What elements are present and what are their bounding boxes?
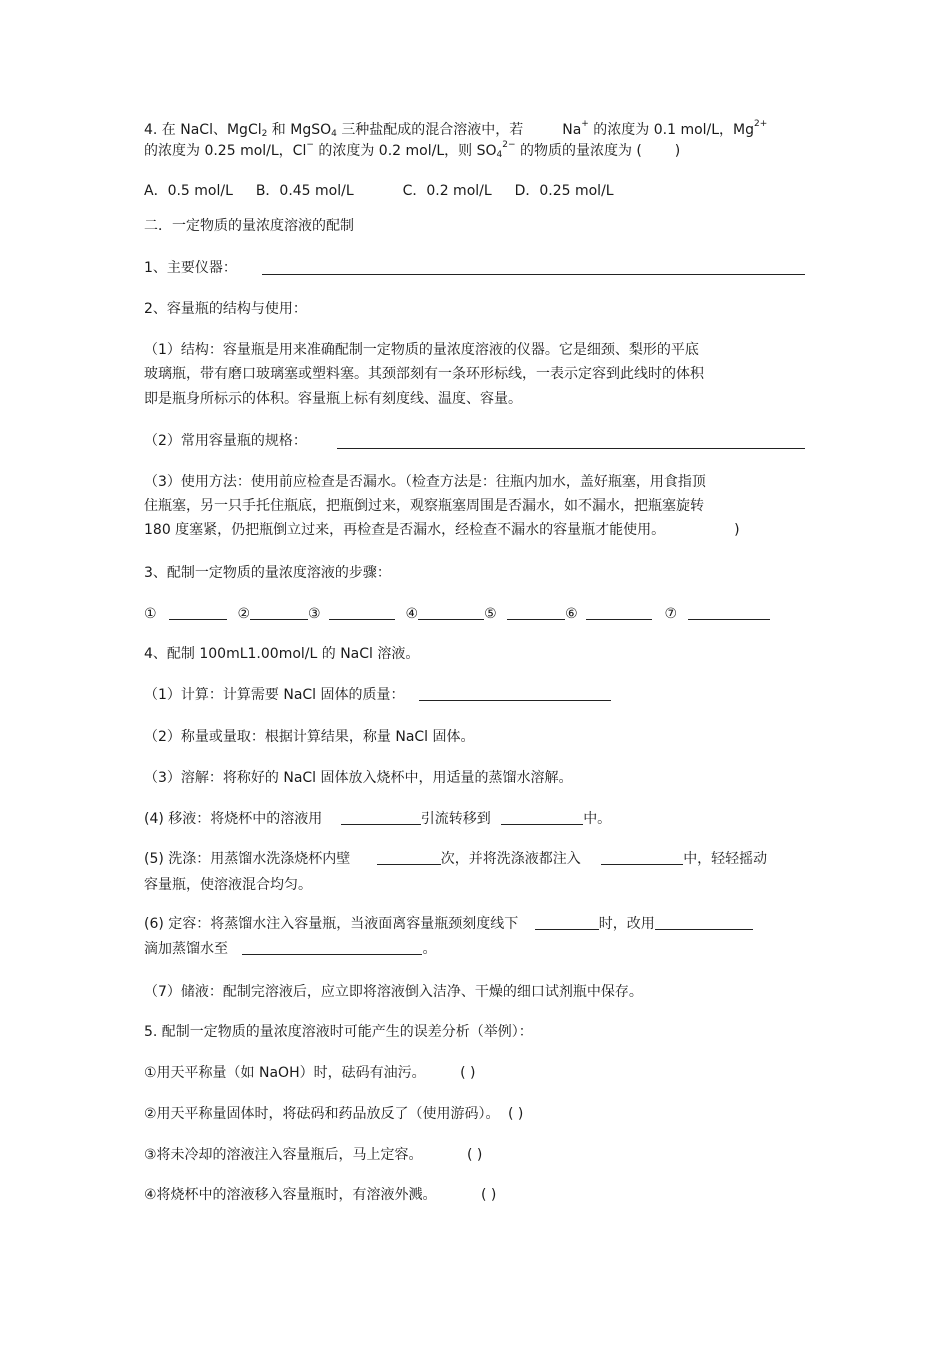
error-2-answer[interactable]: ( ) <box>508 1106 524 1122</box>
step-4-marker: ④ <box>405 606 419 622</box>
q4-line2-c: 的物质的量浓度为 ( <box>519 143 642 159</box>
dissolve-line: （3）溶解：将称好的 NaCl 固体放入烧杯中，用适量的蒸馏水溶解。 <box>144 770 573 786</box>
q4-so4-sub: 4 <box>496 150 503 160</box>
item-2: 2、容量瓶的结构与使用： <box>144 301 307 317</box>
transfer-text-b: 引流转移到 <box>420 811 491 827</box>
q4-na-charge: + <box>581 119 589 129</box>
wash-text-b: 次，并将洗涤液都注入 <box>440 851 581 867</box>
question-4-line2 <box>144 141 680 163</box>
fix-line-2 <box>144 939 436 959</box>
item-4-title: 4、配制 100mL1.00mol/L 的 NaCl 溶液。 <box>144 646 420 662</box>
question-4-options <box>144 181 614 201</box>
item-1-label: 1、主要仪器： <box>144 260 237 276</box>
item-1 <box>144 258 237 278</box>
step-2-marker: ② <box>237 606 251 622</box>
question-4-line1 <box>144 120 767 142</box>
calc-line <box>144 685 611 705</box>
q4-sub-2: 2 <box>261 129 268 139</box>
usage-line-2: 住瓶塞，另一只手托住瓶底，把瓶倒过来，观察瓶塞周围是否漏水，如不漏水，把瓶塞旋转 <box>144 498 704 514</box>
step-1-blank[interactable] <box>169 605 227 620</box>
fix-text-a: (6) 定容：将蒸馏水注入容量瓶，当液面离容量瓶颈刻度线下 <box>144 916 519 932</box>
fix-until-blank[interactable] <box>242 940 422 955</box>
option-c: C．0.2 mol/L <box>402 183 492 199</box>
usage-line-3-text: 180 度塞紧，仍把瓶倒立过来，再检查是否漏水，经检查不漏水的容量瓶才能使用。 <box>144 522 666 538</box>
wash-line-2: 容量瓶，使溶液混合均匀。 <box>144 877 312 893</box>
structure-line-2: 玻璃瓶，带有磨口玻璃塞或塑料塞。其颈部刻有一条环形标线，一表示定容到此线时的体积 <box>144 366 704 382</box>
wash-text-c: 中，轻轻摇动 <box>683 851 768 867</box>
error-2-text: ②用天平称量固体时，将砝码和药品放反了（使用游码）。 <box>144 1106 500 1122</box>
transfer-text-a: (4) 移液：将烧杯中的溶液用 <box>144 811 323 827</box>
structure-line-1: （1）结构：容量瓶是用来准确配制一定物质的量浓度溶液的仪器。它是细颈、梨形的平底 <box>144 342 699 358</box>
fix-tool-blank[interactable] <box>655 915 753 930</box>
section-2-title: 二．一定物质的量浓度溶液的配制 <box>144 218 354 234</box>
transfer-target-blank[interactable] <box>501 810 583 825</box>
item-5-title: 5. 配制一定物质的量浓度溶液时可能产生的误差分析（举例）： <box>144 1024 533 1040</box>
q4-line2-b: 的浓度为 0.2 mol/L，则 SO <box>318 143 497 159</box>
step-5-marker: ⑤ <box>484 606 497 622</box>
step-6-marker: ⑥ <box>565 606 578 622</box>
step-7-marker: ⑦ <box>664 606 678 622</box>
error-1-text: ①用天平称量（如 NaOH）时，砝码有油污。 <box>144 1065 426 1081</box>
step-7-blank[interactable] <box>688 605 770 620</box>
q4-sub-4: 4 <box>331 129 337 139</box>
error-1-answer[interactable]: ( ) <box>460 1065 476 1081</box>
usage-line-1: （3）使用方法：使用前应检查是否漏水。（检查方法是：往瓶内加水，盖好瓶塞，用食指顶 <box>144 474 706 490</box>
item-3: 3、配制一定物质的量浓度溶液的步骤： <box>144 565 391 581</box>
q4-mg-charge: 2+ <box>754 119 768 129</box>
q4-cl-charge: − <box>306 140 314 150</box>
spec-label: （2）常用容量瓶的规格： <box>144 433 307 449</box>
wash-line-1 <box>144 849 767 869</box>
error-3-text: ③将未冷却的溶液注入容量瓶后，马上定容。 <box>144 1147 423 1163</box>
option-d: D．0.25 mol/L <box>514 183 614 199</box>
option-b: B．0.45 mol/L <box>255 183 354 199</box>
store-line: （7）储液：配制完溶液后，应立即将溶液倒入洁净、干燥的细口试剂瓶中保存。 <box>144 984 643 1000</box>
step-3-blank[interactable] <box>329 605 395 620</box>
q4-answer-paren: ) <box>674 143 681 159</box>
error-item-4 <box>144 1185 496 1205</box>
transfer-text-c: 中。 <box>583 811 612 827</box>
q4-text-e: 的浓度为 0.1 mol/L，Mg <box>593 122 755 138</box>
step-5-blank[interactable] <box>507 605 565 620</box>
option-a: A．0.5 mol/L <box>144 183 233 199</box>
error-3-answer[interactable]: ( ) <box>467 1147 483 1163</box>
structure-line-3: 即是瓶身所标示的体积。容量瓶上标有刻度线、温度、容量。 <box>144 391 522 407</box>
error-item-2 <box>144 1104 523 1124</box>
fix-distance-blank[interactable] <box>535 915 599 930</box>
step-1-marker: ① <box>144 606 157 622</box>
fix-text-d: 。 <box>422 941 437 957</box>
calc-label: （1）计算：计算需要 NaCl 固体的质量： <box>144 687 405 703</box>
fix-text-c: 滴加蒸馏水至 <box>144 941 228 957</box>
instruments-blank[interactable] <box>262 260 805 275</box>
q4-so4-charge: 2− <box>502 140 516 150</box>
usage-close-paren: ) <box>734 522 740 538</box>
q4-text-c: 三种盐配成的混合溶液中，若 <box>341 122 524 138</box>
step-2-blank[interactable] <box>250 605 308 620</box>
error-item-3 <box>144 1145 482 1165</box>
mass-blank[interactable] <box>419 686 611 701</box>
error-4-text: ④将烧杯中的溶液移入容量瓶时，有溶液外溅。 <box>144 1187 437 1203</box>
error-item-1 <box>144 1063 475 1083</box>
error-4-answer[interactable]: ( ) <box>481 1187 497 1203</box>
steps-row <box>144 604 770 624</box>
wash-target-blank[interactable] <box>601 850 683 865</box>
q4-na: Na <box>562 122 582 138</box>
fix-text-b: 时，改用 <box>598 916 655 932</box>
wash-text-a: (5) 洗涤：用蒸馏水洗涤烧杯内壁 <box>144 851 351 867</box>
fix-line-1 <box>144 914 753 934</box>
q4-line2-a: 的浓度为 0.25 mol/L，Cl <box>144 143 307 159</box>
q4-text-a: 4. 在 NaCl、MgCl <box>144 122 262 138</box>
transfer-line <box>144 809 611 829</box>
q4-text-b: 和 MgSO <box>271 122 332 138</box>
usage-line-3 <box>144 520 740 540</box>
step-3-marker: ③ <box>308 606 321 622</box>
wash-times-blank[interactable] <box>377 850 441 865</box>
transfer-tool-blank[interactable] <box>341 810 421 825</box>
step-6-blank[interactable] <box>586 605 652 620</box>
step-4-blank[interactable] <box>418 605 484 620</box>
spec-blank[interactable] <box>337 434 805 449</box>
weigh-line: （2）称量或量取：根据计算结果，称量 NaCl 固体。 <box>144 729 475 745</box>
